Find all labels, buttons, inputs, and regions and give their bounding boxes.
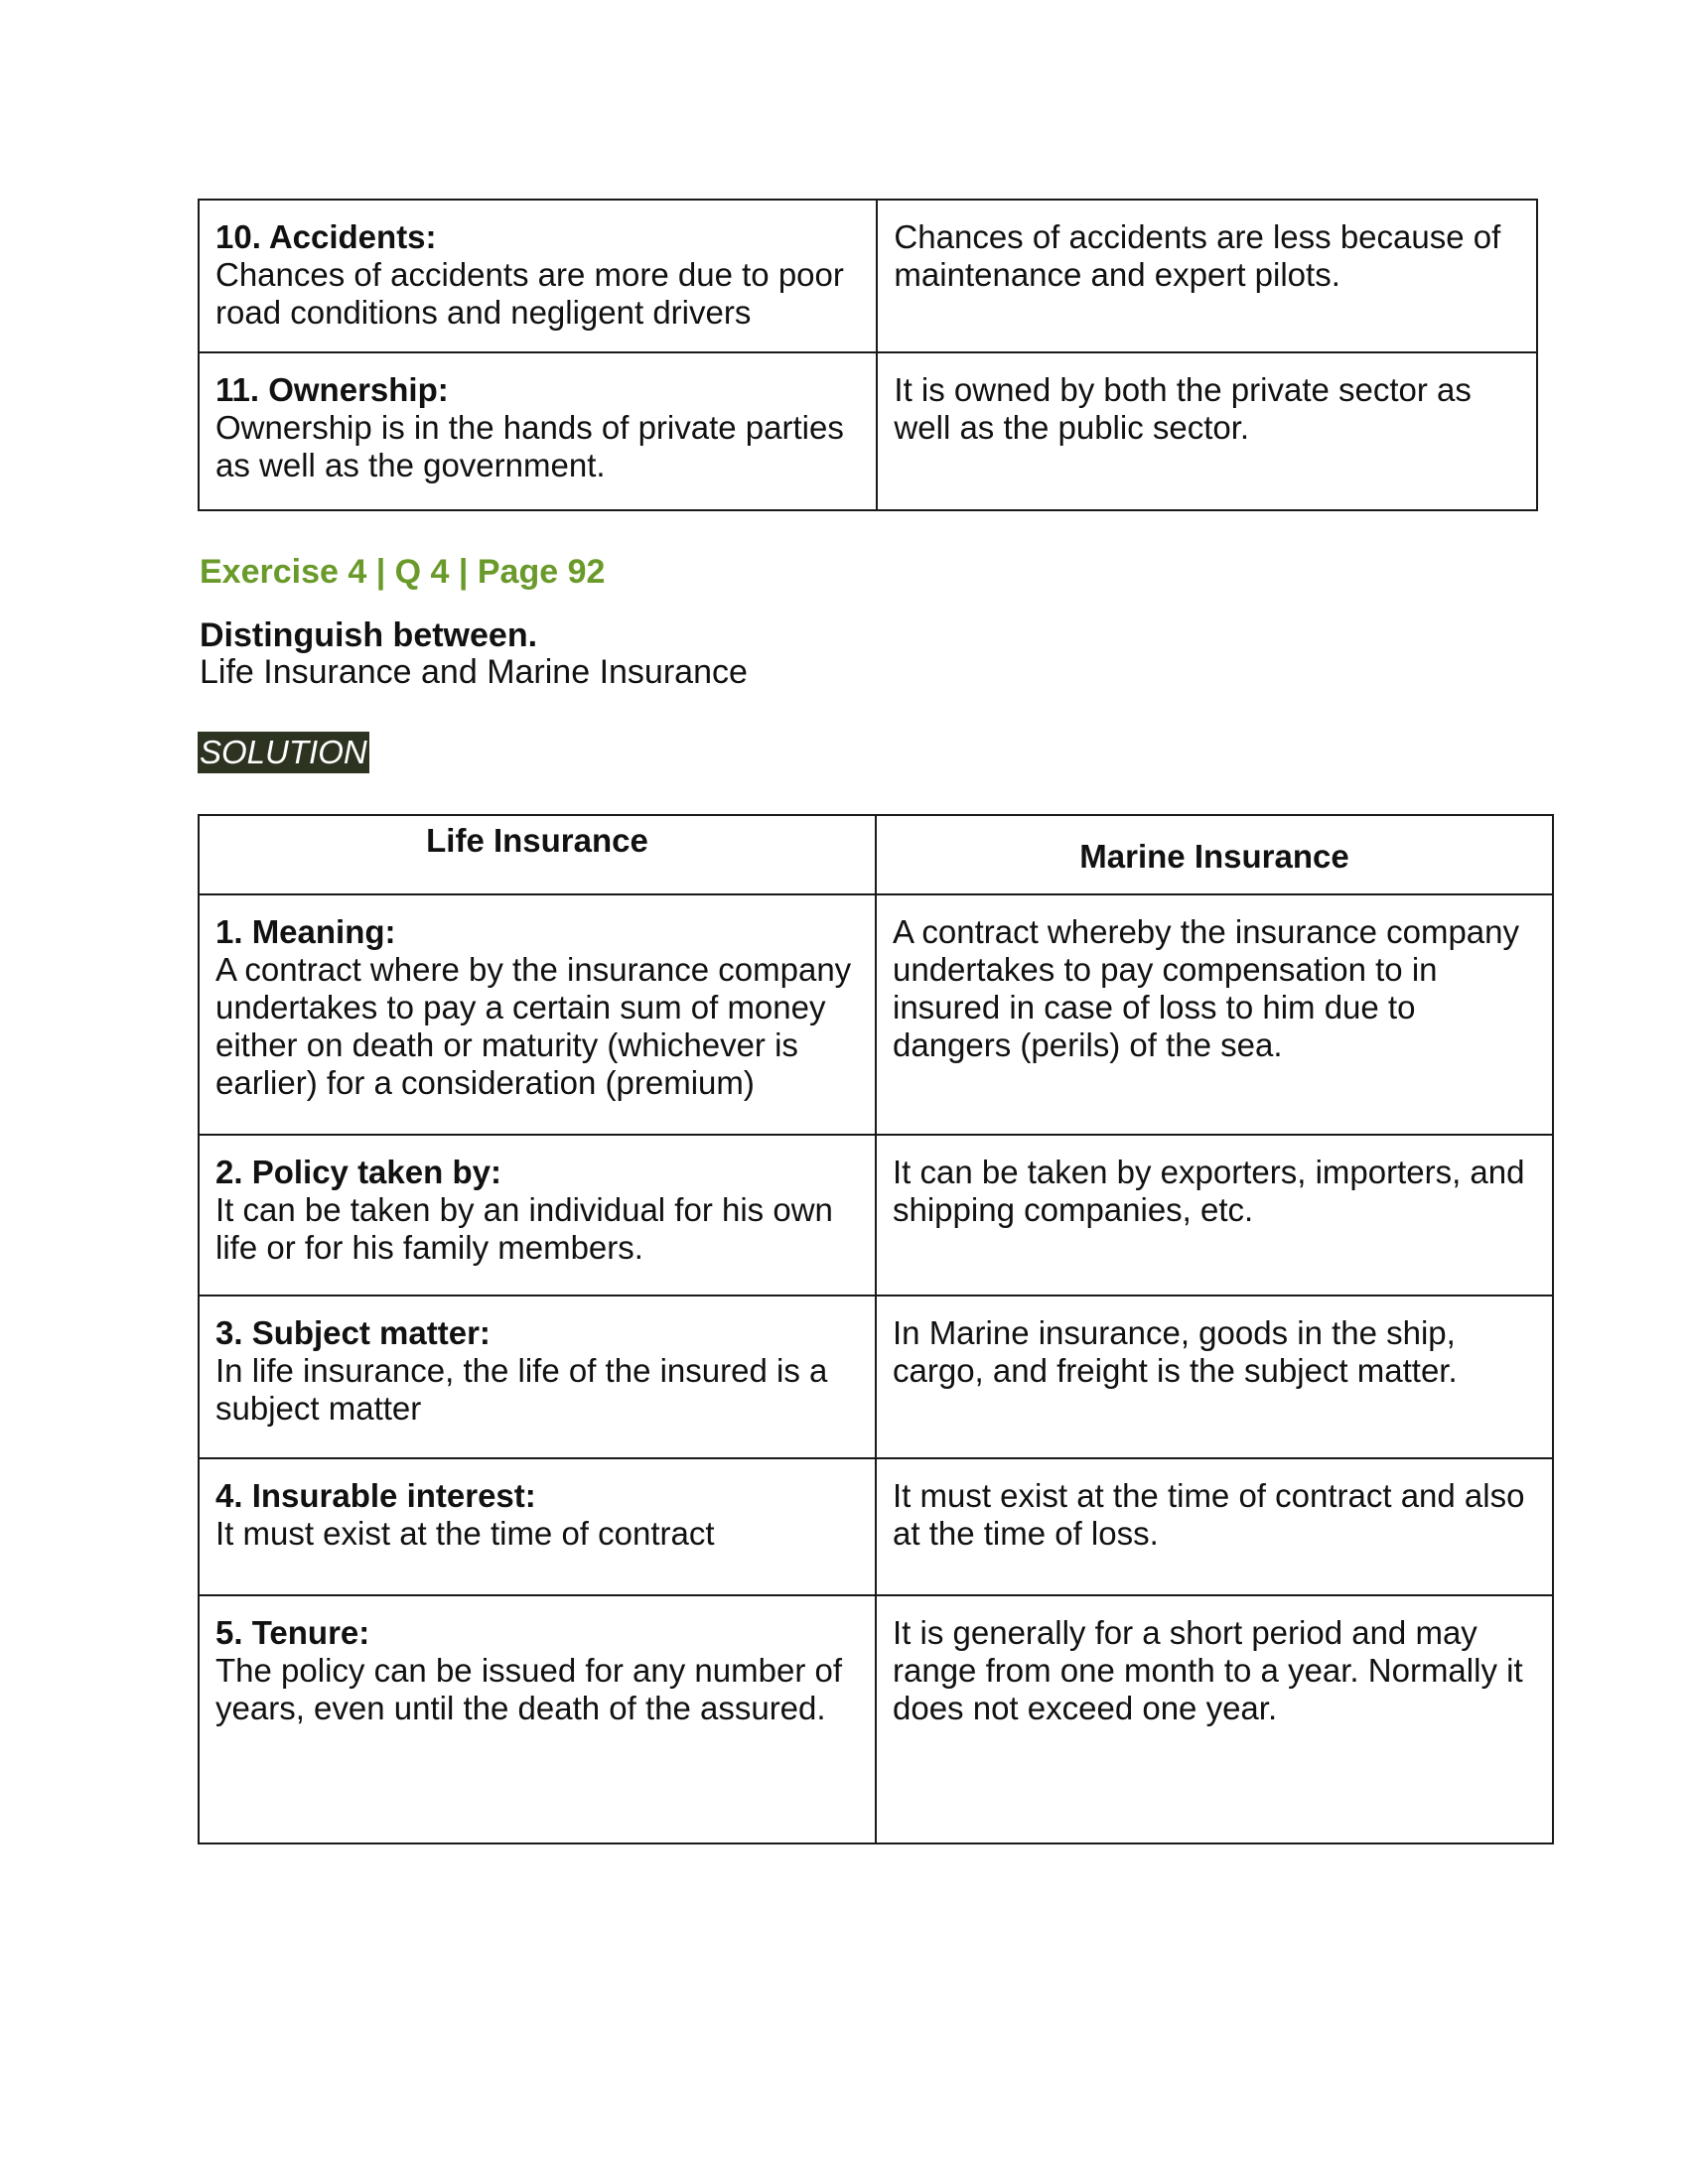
row-left-text: It must exist at the time of contract — [215, 1515, 715, 1552]
table-cell-right — [876, 894, 1553, 1135]
row-title: 5. Tenure: — [215, 1614, 370, 1651]
table-cell-left — [199, 352, 877, 510]
row-title: 11. Ownership: — [215, 371, 449, 408]
row-right-text: It is owned by both the private sector as well as the public sector. — [894, 371, 1472, 446]
row-right-text: It is generally for a short period and may range from one month to a year. Normally it does not exceed one year. — [893, 1614, 1523, 1726]
table-row — [199, 352, 1537, 510]
table-cell-left — [199, 894, 876, 1135]
row-title: 1. Meaning: — [215, 913, 396, 950]
table-header-row — [199, 815, 1553, 894]
row-left-text: It can be taken by an individual for his own life or for his family members. — [215, 1191, 833, 1266]
table-row — [199, 1458, 1553, 1595]
row-title: 10. Accidents: — [215, 218, 437, 255]
table-cell-right — [876, 1135, 1553, 1296]
row-left-text: A contract where by the insurance company undertakes to pay a certain sum of money either on death or maturity (whichever is earlier) for a consideration (premium) — [215, 951, 852, 1101]
table-cell-left — [199, 1296, 876, 1458]
row-title: 2. Policy taken by: — [215, 1154, 501, 1190]
table-row — [199, 894, 1553, 1135]
table-cell-left — [199, 1135, 876, 1296]
table-cell-right — [877, 200, 1537, 352]
row-left-text: The policy can be issued for any number of years, even until the death of the assured. — [215, 1652, 843, 1726]
column-header-marine-insurance: Marine Insurance — [876, 815, 1553, 894]
table-row — [199, 1296, 1553, 1458]
table-cell-right — [876, 1458, 1553, 1595]
table-cell-right — [877, 352, 1537, 510]
exercise-heading: Exercise 4 | Q 4 | Page 92 — [200, 553, 606, 591]
table-cell-left — [199, 1595, 876, 1843]
question-title: Distinguish between. — [200, 616, 538, 654]
row-left-text: Ownership is in the hands of private parties as well as the government. — [215, 409, 844, 483]
row-right-text: In Marine insurance, goods in the ship, cargo, and freight is the subject matter. — [893, 1314, 1458, 1389]
column-header-life-insurance: Life Insurance — [199, 815, 876, 894]
table-cell-right — [876, 1595, 1553, 1843]
row-left-text: In life insurance, the life of the insured is a subject matter — [215, 1352, 828, 1427]
row-right-text: Chances of accidents are less because of maintenance and expert pilots. — [894, 218, 1501, 293]
row-left-text: Chances of accidents are more due to poor road conditions and negligent drivers — [215, 256, 844, 331]
table-cell-left — [199, 200, 877, 352]
table-cell-right — [876, 1296, 1553, 1458]
row-right-text: A contract whereby the insurance company undertakes to pay compensation to in insured in case of loss to him due to dangers (perils) of the sea. — [893, 913, 1520, 1063]
question-text: Life Insurance and Marine Insurance — [200, 653, 748, 691]
comparison-table-continued — [198, 199, 1538, 511]
table-cell-left — [199, 1458, 876, 1595]
row-title: 4. Insurable interest: — [215, 1477, 536, 1514]
table-row — [199, 1595, 1553, 1843]
table-row — [199, 1135, 1553, 1296]
row-right-text: It can be taken by exporters, importers, and shipping companies, etc. — [893, 1154, 1525, 1228]
table-row — [199, 200, 1537, 352]
row-right-text: It must exist at the time of contract and also at the time of loss. — [893, 1477, 1525, 1552]
row-title: 3. Subject matter: — [215, 1314, 491, 1351]
solution-badge: SOLUTION — [198, 732, 369, 773]
comparison-table — [198, 814, 1554, 1844]
